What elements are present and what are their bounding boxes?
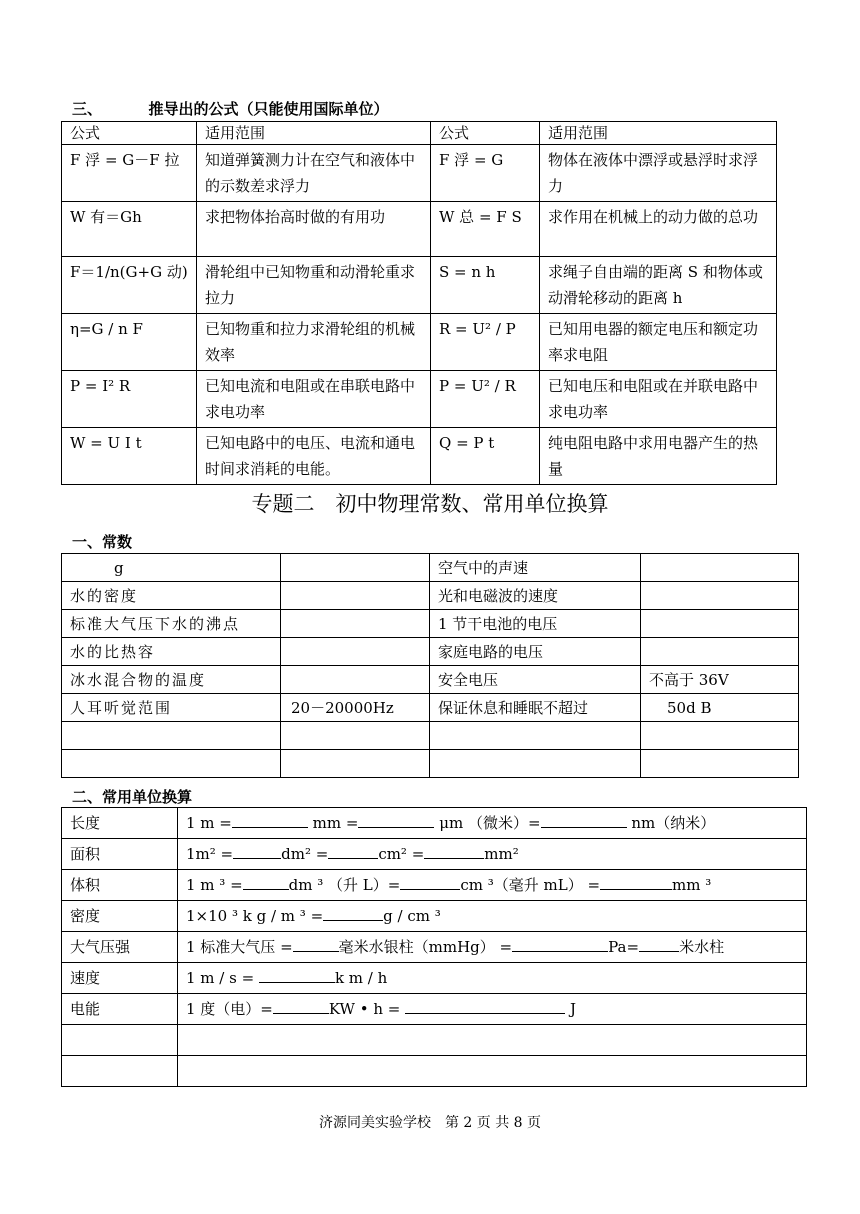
table-row [62, 428, 777, 485]
unit-conversion: 1 标准大气压 = 毫米水银柱（mmHg） = Pa= 米水柱 [178, 932, 807, 963]
constant-name [430, 750, 641, 778]
answer-blank[interactable] [233, 842, 281, 859]
table-row [62, 554, 799, 582]
unit-conversion [178, 1056, 807, 1087]
formula-cell: F＝1/n(G+G 动) [62, 257, 197, 314]
constant-name: g [62, 554, 281, 582]
constant-value [641, 638, 799, 666]
constant-value [641, 610, 799, 638]
constant-value [281, 554, 430, 582]
table-row [62, 994, 807, 1025]
unit-label: 面积 [62, 839, 178, 870]
answer-blank[interactable] [512, 935, 608, 952]
unit-conversion [178, 1025, 807, 1056]
section3-title: 推导出的公式（只能使用国际单位） [148, 100, 389, 118]
scope-cell: 已知电流和电阻或在串联电路中求电功率 [197, 371, 431, 428]
constant-name: 空气中的声速 [430, 554, 641, 582]
unit-label: 速度 [62, 963, 178, 994]
unit-label [62, 1056, 178, 1087]
answer-blank[interactable] [639, 935, 679, 952]
constant-value [281, 582, 430, 610]
formula-cell: P = U² / R [431, 371, 540, 428]
answer-blank[interactable] [600, 873, 672, 890]
unit-label: 电能 [62, 994, 178, 1025]
table-row [62, 666, 799, 694]
answer-blank[interactable] [358, 811, 434, 828]
constant-name: 标准大气压下水的沸点 [62, 610, 281, 638]
table-row [62, 257, 777, 314]
units-table [61, 807, 807, 1087]
scope-cell: 求作用在机械上的动力做的总功 [540, 202, 777, 257]
formula-cell: P = I² R [62, 371, 197, 428]
constant-name: 水的比热容 [62, 638, 281, 666]
answer-blank[interactable] [273, 997, 329, 1014]
constant-value: 50d B [641, 694, 799, 722]
scope-cell: 求绳子自由端的距离 S 和物体或动滑轮移动的距离 h [540, 257, 777, 314]
table-row [62, 839, 807, 870]
scope-cell: 已知用电器的额定电压和额定功率求电阻 [540, 314, 777, 371]
constant-name: 人耳听觉范围 [62, 694, 281, 722]
table-row [62, 610, 799, 638]
constant-name: 安全电压 [430, 666, 641, 694]
scope-cell: 已知电路中的电压、电流和通电时间求消耗的电能。 [197, 428, 431, 485]
unit-label: 大气压强 [62, 932, 178, 963]
formula-cell: R = U² / P [431, 314, 540, 371]
unit-label: 体积 [62, 870, 178, 901]
unit-label: 长度 [62, 808, 178, 839]
constant-name: 冰水混合物的温度 [62, 666, 281, 694]
answer-blank[interactable] [328, 842, 378, 859]
scope-cell: 已知物重和拉力求滑轮组的机械效率 [197, 314, 431, 371]
table-row [62, 901, 807, 932]
answer-blank[interactable] [232, 811, 308, 828]
scope-cell: 已知电压和电阻或在并联电路中求电功率 [540, 371, 777, 428]
formula-cell: W = U I t [62, 428, 197, 485]
answer-blank[interactable] [541, 811, 627, 828]
constant-value [641, 582, 799, 610]
constant-name [430, 722, 641, 750]
formula-cell: W 总 = F S [431, 202, 540, 257]
header-scope-1: 适用范围 [197, 122, 431, 145]
answer-blank[interactable] [323, 904, 383, 921]
section3-heading [72, 98, 389, 119]
scope-cell: 物体在液体中漂浮或悬浮时求浮力 [540, 145, 777, 202]
unit-label [62, 1025, 178, 1056]
constant-value [641, 554, 799, 582]
constant-name: 水的密度 [62, 582, 281, 610]
topic2-title: 专题二 初中物理常数、常用单位换算 [251, 492, 609, 516]
section3-number: 三、 [72, 100, 103, 118]
table-row [62, 750, 799, 778]
units-heading: 二、常用单位换算 [72, 788, 193, 806]
table-row [62, 808, 807, 839]
constant-value: 不高于 36V [641, 666, 799, 694]
table-row [62, 582, 799, 610]
table-row [62, 932, 807, 963]
constant-value [281, 638, 430, 666]
scope-cell: 滑轮组中已知物重和动滑轮重求拉力 [197, 257, 431, 314]
scope-cell: 纯电阻电路中求用电器产生的热量 [540, 428, 777, 485]
table-row [62, 145, 777, 202]
header-formula-1: 公式 [62, 122, 197, 145]
constant-value [641, 750, 799, 778]
header-scope-2: 适用范围 [540, 122, 777, 145]
constant-name: 家庭电路的电压 [430, 638, 641, 666]
scope-cell: 知道弹簧测力计在空气和液体中的示数差求浮力 [197, 145, 431, 202]
answer-blank[interactable] [293, 935, 339, 952]
header-formula-2: 公式 [431, 122, 540, 145]
constant-value [281, 666, 430, 694]
table-row [62, 202, 777, 257]
unit-conversion: 1m² = dm² = cm² = mm² [178, 839, 807, 870]
constant-name: 保证休息和睡眠不超过 [430, 694, 641, 722]
constant-value [281, 610, 430, 638]
unit-conversion: 1 m / s = k m / h [178, 963, 807, 994]
page-footer: 济源同美实验学校 第 2 页 共 8 页 [318, 1115, 542, 1131]
answer-blank[interactable] [405, 997, 565, 1014]
unit-conversion: 1×10 ³ k g / m ³ = g / cm ³ [178, 901, 807, 932]
formula-cell: F 浮 = G [431, 145, 540, 202]
formula-cell: W 有＝Gh [62, 202, 197, 257]
unit-conversion: 1 m ³ = dm ³ （升 L）= cm ³（毫升 mL） = mm ³ [178, 870, 807, 901]
table-row [62, 638, 799, 666]
table-row [62, 722, 799, 750]
table-row [62, 371, 777, 428]
answer-blank[interactable] [424, 842, 484, 859]
formula-table-header [62, 122, 777, 145]
table-row [62, 1025, 807, 1056]
scope-cell: 求把物体抬高时做的有用功 [197, 202, 431, 257]
constants-heading: 一、常数 [72, 533, 133, 551]
constant-name: 1 节干电池的电压 [430, 610, 641, 638]
unit-conversion: 1 m = mm = μm （微米）= nm（纳米） [178, 808, 807, 839]
formula-cell: Q = P t [431, 428, 540, 485]
answer-blank[interactable] [243, 873, 289, 890]
table-row [62, 1056, 807, 1087]
unit-label: 密度 [62, 901, 178, 932]
constant-value [281, 722, 430, 750]
answer-blank[interactable] [259, 966, 335, 983]
formula-cell: η=G / n F [62, 314, 197, 371]
formula-cell: F 浮 = G－F 拉 [62, 145, 197, 202]
constant-value [641, 722, 799, 750]
constants-table [61, 553, 799, 778]
constant-value [281, 750, 430, 778]
answer-blank[interactable] [400, 873, 460, 890]
constant-value: 20－20000Hz [281, 694, 430, 722]
formula-cell: S = n h [431, 257, 540, 314]
table-row [62, 314, 777, 371]
constant-name [62, 722, 281, 750]
formula-table [61, 121, 777, 485]
table-row [62, 963, 807, 994]
table-row [62, 870, 807, 901]
constant-name [62, 750, 281, 778]
table-row [62, 694, 799, 722]
unit-conversion: 1 度（电）= KW • h = J [178, 994, 807, 1025]
constant-name: 光和电磁波的速度 [430, 582, 641, 610]
